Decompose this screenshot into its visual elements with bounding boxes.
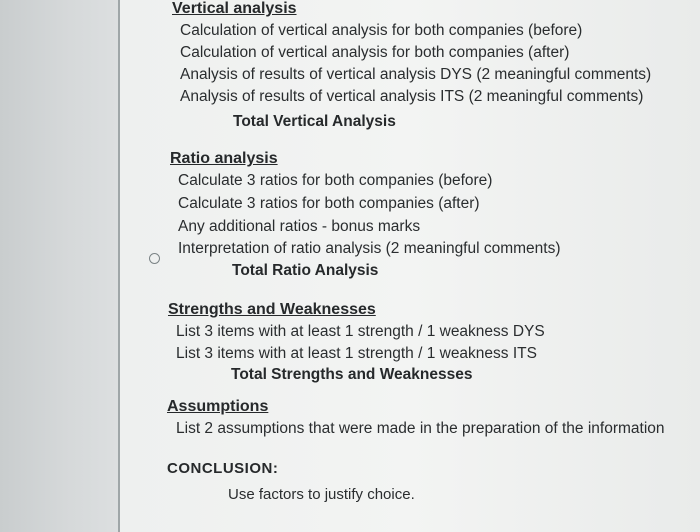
total-strengths-weaknesses: Total Strengths and Weaknesses <box>231 366 473 383</box>
list-item: List 2 assumptions that were made in the preparation of the information <box>176 420 665 437</box>
list-item: Calculation of vertical analysis for both companies (after) <box>180 44 570 61</box>
list-item: Interpretation of ratio analysis (2 meaningful comments) <box>178 240 561 257</box>
list-item: List 3 items with at least 1 strength / 1 weakness DYS <box>176 323 545 340</box>
list-item: Analysis of results of vertical analysis DYS (2 meaningful comments) <box>180 66 652 83</box>
section-title-vertical-analysis: Vertical analysis <box>172 0 297 17</box>
list-item: List 3 items with at least 1 strength / 1 weakness ITS <box>176 345 537 362</box>
section-title-strengths-weaknesses: Strengths and Weaknesses <box>168 301 376 318</box>
conclusion-text: Use factors to justify choice. <box>228 486 415 503</box>
section-title-conclusion: CONCLUSION: <box>167 460 279 477</box>
total-vertical-analysis: Total Vertical Analysis <box>233 113 396 130</box>
section-title-assumptions: Assumptions <box>167 398 269 415</box>
list-item: Calculation of vertical analysis for both companies (before) <box>180 22 583 39</box>
list-item: Any additional ratios - bonus marks <box>178 218 421 235</box>
punch-hole-icon <box>149 253 160 264</box>
page-margin <box>0 0 118 532</box>
list-item: Calculate 3 ratios for both companies (before) <box>178 172 493 189</box>
total-ratio-analysis: Total Ratio Analysis <box>232 262 379 279</box>
list-item: Calculate 3 ratios for both companies (after) <box>178 195 480 212</box>
section-title-ratio-analysis: Ratio analysis <box>170 150 278 167</box>
list-item: Analysis of results of vertical analysis ITS (2 meaningful comments) <box>180 88 644 105</box>
